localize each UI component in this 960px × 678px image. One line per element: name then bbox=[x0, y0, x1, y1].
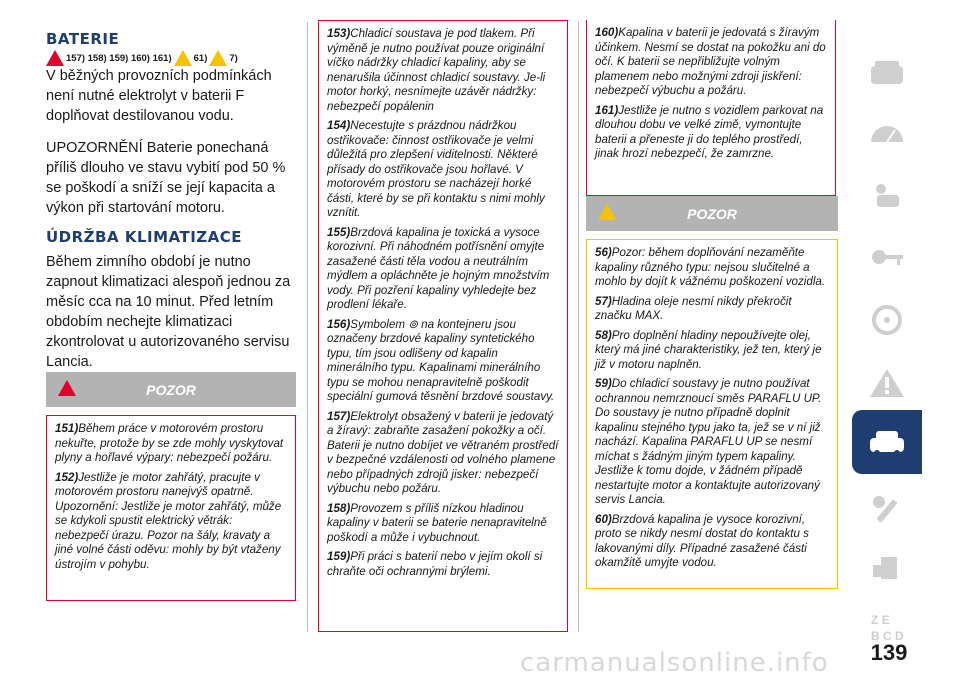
warning-yellow-icon bbox=[598, 204, 616, 220]
left-column bbox=[46, 30, 298, 372]
warning-red-icon bbox=[46, 50, 64, 66]
svg-text:Z E: Z E bbox=[871, 613, 890, 627]
battery-references bbox=[46, 50, 298, 66]
warning-note bbox=[595, 377, 829, 508]
note-text: Kapalina v baterii je jedovatá s žíravým účinkem. Nesmí se dostat na pokožku ani do očí. K baterii se nepřibližujte volným plamenem nebo možnými zdroji jiskření: nebezpečí výbuchu a požáru. bbox=[595, 26, 826, 97]
wrench-icon bbox=[867, 494, 907, 526]
dashboard-icon bbox=[867, 116, 907, 148]
sidebar-tab[interactable] bbox=[852, 163, 922, 227]
warning-note bbox=[327, 318, 559, 405]
note-text: Necestujte s prázdnou nádržkou ostřikovače: činnost ostřikovače je velmi důležitá pro zlepšení viditelnosti. Některé přísady do ostřikovače jsou hořlavé. V motorovém prostoru se nacházejí horké části, které by se při kontaktu s nimi mohly vznítit. bbox=[327, 119, 545, 219]
warning-note bbox=[595, 104, 827, 162]
note-text: Hladina oleje nesmí nikdy překročit značku MAX. bbox=[595, 294, 792, 322]
warning-note bbox=[595, 246, 829, 290]
svg-text:B C D: B C D bbox=[871, 629, 904, 642]
note-text: Pozor: během doplňování nezaměňte kapaliny různého typu: nejsou slučitelné a mohlo by dojít k vážnému poškození vozidla. bbox=[595, 246, 826, 288]
technical-data-icon bbox=[867, 551, 907, 583]
note-text: Jestliže je motor zahřátý, pracujte v motorovém prostoru nanejvýš opatrně. Upozornění: Jestliže je motor zahřátý, může se kdykoli spustit elektrický větrák: nebezpečí úrazu. Pozor na šály, kravaty a jiné volné části oděvu: mohly by být vtaženy ústrojím v pohybu. bbox=[55, 470, 282, 571]
note-number: 158) bbox=[327, 501, 351, 515]
warning-note bbox=[55, 422, 287, 466]
note-text: Brzdová kapalina je vysoce korozivní, proto se nikdy nesmí dostat do kontaktu s lakovanými díly. Případné zasažené části okamžitě umyjte vodou. bbox=[595, 512, 809, 569]
column-divider bbox=[578, 22, 579, 632]
ref-list: 7) bbox=[229, 52, 238, 64]
index-icon bbox=[867, 610, 907, 642]
warning-yellow-icon bbox=[209, 50, 227, 66]
warning-red-icon bbox=[58, 380, 76, 396]
sidebar-tab[interactable] bbox=[852, 535, 922, 599]
note-text: Při práci s baterií nebo v jejím okolí si chraňte oči ochrannými brýlemi. bbox=[327, 550, 543, 578]
sidebar-tab[interactable] bbox=[852, 40, 922, 104]
warning-note bbox=[327, 410, 559, 497]
warning-note bbox=[327, 226, 559, 313]
middle-warning-box bbox=[318, 20, 568, 632]
note-text: Chladicí soustava je pod tlakem. Při výměně je nutno používat pouze originální víčko nádržky chladicí kapaliny, aby se nenarušila účinnost chladicí soustavy. Je-li motor horký, nesnímejte uzávěr nádržky: nebezpečí popálenin bbox=[327, 27, 546, 113]
note-number: 60) bbox=[595, 512, 612, 526]
warning-note bbox=[595, 26, 827, 99]
note-number: 156) bbox=[327, 317, 351, 331]
battery-paragraph-2: UPOZORNĚNÍ Baterie ponechaná příliš dlouho ve stavu vybití pod 50 % se poškodí a sníží se její kapacita a výkon při startování motoru. bbox=[46, 140, 286, 216]
warning-note bbox=[327, 27, 559, 114]
warning-header bbox=[586, 196, 838, 231]
aircon-heading: ÚDRŽBA KLIMATIZACE bbox=[46, 228, 243, 246]
warning-note bbox=[327, 119, 559, 221]
car-info-icon bbox=[867, 56, 907, 88]
warning-triangle-icon bbox=[867, 367, 907, 399]
ref-list: 61) bbox=[193, 52, 208, 64]
right-top-warning-box bbox=[586, 20, 836, 196]
sidebar-tab[interactable] bbox=[852, 410, 922, 474]
note-number: 157) bbox=[327, 409, 351, 423]
note-number: 58) bbox=[595, 328, 612, 342]
left-warning-block bbox=[46, 372, 296, 601]
note-text: Do chladicí soustavy je nutno používat ochrannou nemrznoucí směs PARAFLU UP. Do soustavy je nutno případně doplnit kapalinu stejného typu jako ta, jež se v ní již nachází. Kapalina PARAFLU UP se nesmí míchat s žádným jiným typem kapaliny. Jestliže k tomu dojde, v žádném případě nestartujte motor a kontaktujte autorizovaný servis Lancia. bbox=[595, 377, 822, 506]
warning-title: POZOR bbox=[146, 381, 196, 398]
note-number: 160) bbox=[595, 26, 619, 39]
warning-title: POZOR bbox=[687, 205, 737, 222]
sidebar-tab[interactable] bbox=[852, 288, 922, 352]
warning-note bbox=[595, 295, 829, 324]
warning-note bbox=[55, 471, 287, 573]
page-number: 139 bbox=[870, 640, 908, 665]
car-service-icon bbox=[867, 426, 907, 458]
note-number: 159) bbox=[327, 550, 351, 563]
sidebar-tab[interactable] bbox=[852, 225, 922, 289]
note-number: 161) bbox=[595, 103, 619, 117]
warning-yellow-icon bbox=[174, 50, 192, 66]
note-text: Pro doplnění hladiny nepoužívejte olej, který má jiné charakteristiky, jež ten, který je již v motoru naplněn. bbox=[595, 328, 822, 371]
note-number: 155) bbox=[327, 225, 351, 239]
note-number: 59) bbox=[595, 377, 612, 390]
note-text: Provozem s příliš nízkou hladinou kapaliny v baterii se baterie nenapravitelně poškodí a může i vybuchnout. bbox=[327, 501, 547, 544]
note-number: 151) bbox=[55, 422, 79, 435]
warning-box bbox=[586, 239, 838, 589]
sidebar-tab[interactable] bbox=[852, 100, 922, 164]
note-number: 154) bbox=[327, 119, 351, 132]
battery-paragraph-1: V běžných provozních podmínkách není nutné elektrolyt v baterii F doplňovat destilovanou vodu. bbox=[46, 68, 272, 124]
right-warning-block bbox=[586, 196, 838, 589]
sidebar-tab[interactable] bbox=[852, 478, 922, 542]
note-number: 57) bbox=[595, 294, 612, 308]
warning-header bbox=[46, 372, 296, 407]
note-text: Brzdová kapalina je toxická a vysoce korozivní. Při náhodném potřísnění omyjte zasažené části těla vodou a neutrálním mýdlem a opláchněte je hojným množstvím vody. Při pozření kapaliny vyhledejte bez prodlení lékaře. bbox=[327, 225, 550, 311]
battery-heading: BATERIE bbox=[46, 30, 120, 48]
note-text: Jestliže je nutno s vozidlem parkovat na dlouhou dobu ve velké zimě, vymontujte baterii a přeneste ji do teplého prostředí, jinak hrozí nebezpečí, že zamrzne. bbox=[595, 103, 824, 160]
sidebar-tab[interactable] bbox=[852, 351, 922, 415]
warning-box bbox=[46, 415, 296, 601]
warning-note bbox=[327, 550, 559, 579]
note-text: Elektrolyt obsažený v baterii je jedovatý a žíravý: zabraňte zasažení pokožky a očí. Baterii je nutno dobíjet ve větraném prostředí v bezpečné vzdálenosti od volného plamene nebo případných zdrojů jisker: nebezpečí výbuchu nebo požáru. bbox=[327, 409, 559, 495]
steering-wheel-icon bbox=[867, 304, 907, 336]
note-text: Během práce v motorovém prostoru nekuřte, protože by se zde mohly vyskytovat plyny a hořlavé výpary: nebezpečí požáru. bbox=[55, 422, 284, 464]
car-safety-icon bbox=[867, 179, 907, 211]
car-key-icon bbox=[867, 241, 907, 273]
note-number: 56) bbox=[595, 246, 612, 259]
warning-note bbox=[327, 502, 559, 546]
warning-note bbox=[595, 513, 829, 571]
watermark: carmanualsonline.info bbox=[520, 648, 829, 678]
note-text: Symbolem ⊚ na kontejneru jsou označeny brzdové kapaliny syntetického typu, tím jsou odlišeny od kapalin minerálního typu. Kapalinami minerálního typu se mohou nenapravitelně poškodit speciální gumová těsnění brzdové soustavy. bbox=[327, 317, 555, 403]
note-number: 153) bbox=[327, 27, 351, 40]
aircon-paragraph: Během zimního období je nutno zapnout klimatizaci alespoň jednou za měsíc cca na 10 minut. Před letním obdobím nechejte klimatizaci zkontrolovat u autorizovaného servisu Lancia. bbox=[46, 254, 291, 370]
note-number: 152) bbox=[55, 470, 79, 484]
warning-note bbox=[595, 329, 829, 373]
ref-list: 157) 158) 159) 160) 161) bbox=[66, 52, 172, 64]
column-divider bbox=[307, 22, 308, 632]
